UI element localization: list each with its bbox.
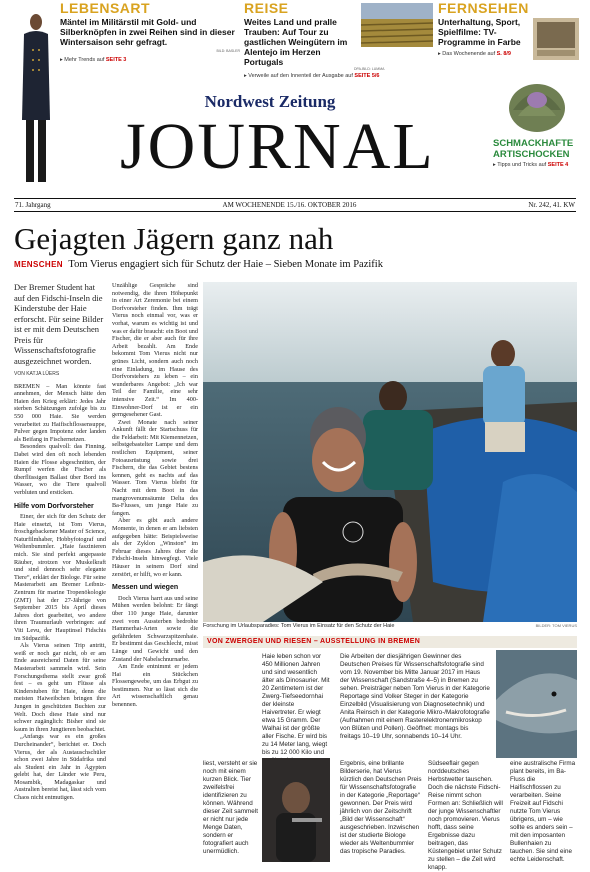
promo-category: REISE	[244, 0, 289, 16]
issue-number: Nr. 242, 41. KW	[528, 201, 575, 209]
promo-ref: ▸ Verweile auf den Innenteil der Ausgabe auf SEITE 5/6	[244, 73, 380, 79]
article-column-1	[14, 282, 106, 862]
fashion-model-image	[16, 10, 56, 190]
paragraph: Zwei Monate nach seiner Ankunft fällt der Startschuss für die Feldarbeit: Mit Kiemennetzen, selbstgebastelter Lampe und dem restlichen Equipment, seiner Fotoausrüstung sowie drei Fischern, die das Gebiet bestens kennen, geht es nachts auf das Wasser. Tom Vierus bleibt für Nacht mit dem Boot in das mangrovenumsäumte Delta des Ba-Flusses, um junge Haie zu fangen.	[112, 418, 198, 517]
masthead	[120, 92, 435, 183]
promo-title: Mäntel im Militärstil mit Gold- und Silberknöpfen in zwei Reihen sind in dieser Wintersaison sehr gefragt.	[60, 17, 235, 47]
promo-title: Unterhaltung, Sport, Spielfilme: TV-Programme in Farbe	[438, 17, 521, 47]
paragraph: Einer, der sich für den Schutz der Haie einsetzt, ist Tom Vierus, froschgebackener Master of Science, Naturfilmhaber, Hobbyfotograf und Weltenbummler. „Haie faszinieren mich. Sie sind perfekt angepasste Räuber, strotzen vor Muskelkraft und sind dennoch sehr elegante Tiere“, erklärt der Biologe. Für seine Masterarbeit am Bremer Leibniz-Zentrum für marine Tropenökologie (ZMT) hat der 27-Jährige von September 2015 bis April dieses Jahres dort gearbeitet, wo andere ihren Traumurlaub verbringen: auf Viti Levu, der Hauptinsel Fidschis im Südpazifik.	[14, 513, 106, 642]
bottom-col-2: Südseeflair gegen norddeutsches Herbstwetter tauschen. Doch die nächste Fidschi-Reise nimmt schon Formen an: Schließlich will der junge Wissenschaftler noch promovieren. Vierus hofft, dass seine Ergebnisse dazu beitragen, das Küstengebiet unter Schutz zu stellen – die Zeit wird knapp.	[428, 760, 503, 871]
diver-photo	[262, 758, 330, 862]
masthead-brand: Nordwest Zeitung	[204, 92, 336, 111]
photo-credit: DPA-BILD: LUMMA	[354, 67, 385, 71]
dateline	[14, 198, 576, 212]
paragraph: Aber es gibt auch andere Momente, in denen er am liebsten aufgegeben hätte: Beispielsweise als der Zyklon „Winston“ im Februar dieses Jahres über die Fidschi-Inseln hinwegfegt. Viele Häuser in seinem Dorf sind zerstört, er hilft, wo er kann.	[112, 517, 198, 578]
exhibit-col-1: Haie leben schon vor 450 Millionen Jahren und sind wesentlich älter als Dinosaurier. Mit 20 Zentimetern ist der Zwerg-Tiefseedornhai der kleinste Haivertreter. Er wiegt etwa 15 Gramm. Der Walhai ist der größte aller Fische. Er wird bis zu 14 Meter lang, wiegt bis zu 12 000 Kilo und	[262, 653, 330, 756]
promo-title: SCHMACKHAFTE ARTISCHOCKEN	[493, 138, 574, 160]
bottom-col-1: Ergebnis, eine brillante Bilderserie, hat Vierus kürzlich den Deutschen Preis für Wissenschaftsfotografie in der Kategorie „Reportage“ gewonnen. Der Preis wird jährlich von der Zeitschrift „Bild der Wissenschaft“ ausgeschrieben. Inzwischen ist der studierte Biologe wieder als Weltenbummler das tropische Paradies.	[340, 760, 422, 855]
promo-title: Weites Land und pralle Trauben: Auf Tour zu gastlichen Weingütern im Alentejo im Herzen Portugals	[244, 17, 348, 67]
photo-credit: BILD: BASLER	[216, 49, 240, 53]
photo-caption-row	[203, 623, 577, 629]
article-column-2	[112, 282, 198, 862]
kicker-text: Tom Vierus engagiert sich für Schutz der Haie – Sieben Monate im Pazifik	[68, 259, 383, 270]
article-lead: Der Bremer Student hat auf den Fidschi-Inseln die Kinderstube der Haie erforscht. Für seine Bilder ist er mit dem Deutschen Preis für Wissenschaftsfotografie ausgezeichnet worden.	[14, 282, 104, 366]
promo-category: LEBENSART	[60, 0, 151, 16]
volume: 71. Jahrgang	[15, 201, 51, 209]
vineyard-image	[361, 3, 433, 47]
artichoke-image	[498, 78, 576, 136]
promo-ref: ▸ Tipps und Tricks auf SEITE 4	[493, 162, 569, 168]
exhibit-col-2: Die Arbeiten der diesjährigen Gewinner des Deutschen Preises für Wissenschaftsfotografie sind vom 19. November bis Mitte Januar 2017 im Haus der Wissenschaft (Sandstraße 4–5) in Bremen zu sehen. Preisträger neben Tom Vierus in der Kategorie Reportage sind Volker Steger in der Kategorie Einzelbild (Visualisierung von Diagnosetechnik) und Anita Reinsch in der Kategorie Mikro-/Makrofotografie (Aufnahmen mit einem Rasterelektronenmikroskop von Blüten und Pollen). Geöffnet: montags bis freitags 10–19 Uhr, sonnabends 10–14 Uhr.	[340, 653, 490, 740]
promo-lebensart[interactable]	[60, 0, 240, 82]
promo-fernsehen[interactable]	[438, 0, 529, 82]
paragraph: „Anfangs war es ein großes Durcheinander“, berichtet er. Doch Vierus, der als Austauschschüler schon zwei Jahre in Südafrika und als Student ein Jahr in Ägypten gelebt hat, der Länder wie Peru, Mosambik, Madagaskar und Australien bereist hat, lässt sich vom Chaos nicht entmutigen.	[14, 733, 106, 802]
article-headline: Gejagten Jägern ganz nah	[14, 221, 334, 256]
paragraph: BREMEN – Man könnte fast annehmen, der Mensch hätte den Haien den Krieg erklärt: Jedes Jahr sterben Schätzungen zufolge bis zu 550 000 Haie. Sie werden verarbeitet zu Haifischflossensuppe, Pulver gegen Impotenz oder landen als Beifang in Fischernetzen.	[14, 382, 106, 443]
promo-ref: ▸ Das Wochenende auf S. 8/9	[438, 51, 511, 57]
promo-reise[interactable]	[244, 0, 434, 82]
promo-strip	[0, 0, 590, 195]
shark-image	[496, 650, 577, 758]
promo-artischocken[interactable]	[493, 138, 583, 168]
byline: VON KATJA LÜERS	[14, 371, 60, 377]
paragraph: Am Ende entnimmt er jedem Hai ein Stückchen Flossengewebe, um das Erbgut zu bestimmen. Nur so lässt sich die Art wissenschaftlich genau benennen.	[112, 663, 198, 709]
paragraph: Unzählige Gespräche sind notwendig, die ihren Höhepunkt in einer Art Zeremonie bei einem Dorfvorsteher finden. Ihm trägt Vierus noch einmal vor, was er vorhat, warum es wichtig ist und was er dafür braucht: ein Boot und Fischer, die er aber auch für ihre Arbeit bezahlt. Am Ende bekommt Tom Vierus nicht nur grünes Licht, sondern auch noch eine Einladung, im Hause des Dorfvorstehers zu leben – ein wunderbares Angebot: „Ich war Teil der Familie, eine sehr intensive Zeit.“ Im 400-Einwohner-Dorf ist er ein gerngesehener Gast.	[112, 282, 198, 419]
paragraph: Besonders qualvoll: das Finning. Dabei wird den oft noch lebenden Haien die Flosse abgeschnitten, der Rumpf werfen die Fischer als überflüssigen Ballast über Bord ins Wasser, wo die Tiere qualvoll verbluten und ersticken.	[14, 443, 106, 496]
masthead-title: JOURNAL	[120, 110, 435, 183]
issue-date: AM WOCHENENDE 15./16. OKTOBER 2016	[222, 201, 357, 209]
subheading: Hilfe vom Dorfvorsteher	[14, 502, 94, 510]
promo-category: FERNSEHEN	[438, 0, 529, 16]
main-photo	[203, 282, 577, 622]
bottom-col-3: eine australische Firma plant bereits, im Ba-Fluss die Haifischflossen zu verarbeiten. Seine Freizeit auf Fidschi nutzte Tom Vierus übrigens, um – wie sollte es anders sein – mit den imposanten Bullenhaien zu tauchen. Sie sind eine echte Leidenschaft.	[510, 760, 576, 863]
subheading: Messen und wiegen	[112, 584, 179, 592]
tv-magazine-image	[533, 18, 579, 60]
paragraph: Doch Vierus harrt aus und seine Mühen werden belohnt: Er fängt über 110 junge Haie, darunter zwei vom Aussterben bedrohte Hammerhai-Arten sowie die gefährdeten Schwarzspitzenhaie. Er bestimmt das Geschlecht, misst Länge und Gewicht und den Zustand der Nabelschnurnarbe.	[112, 594, 198, 663]
kicker-tag: MENSCHEN	[14, 260, 63, 269]
promo-ref: ▸ Mehr Trends auf SEITE 3	[60, 57, 127, 63]
exhibit-bar: VON ZWERGEN UND RIESEN – AUSSTELLUNG IN BREMEN	[203, 636, 577, 648]
article-kicker	[14, 259, 383, 270]
photo-credit: BILDER: TOM VIERUS	[535, 623, 577, 628]
paragraph: Als Vierus seinen Trip antritt, weiß er noch gar nicht, ob er am Ende ausreichend Daten für seine Masterarbeit sammeln wird. Sein Forschungsthema stellt zwar groß fest – es geht um Flüsse als Kinderstuben für Haie, denn die meisten Haiweibchen bringen ihre Jungen in geschützten Buchten zur Welt. Doch diese Haie sind nur schwer zugänglich: Bisher sind sie kaum in ihren Jungtieren beobachtet.	[14, 642, 106, 733]
photo-caption: Forschung im Urlaubsparadies: Tom Vierus im Einsatz für den Schutz der Haie	[203, 623, 395, 629]
bottom-col-left: liest, versteht er sie noch mit einem kurzen Blick. Tier zweifelsfrei identifizieren zu können. Während dieser Zeit sammelt er nicht nur jede Menge Daten, sondern er fotografiert auch unermüdlich.	[203, 760, 258, 855]
